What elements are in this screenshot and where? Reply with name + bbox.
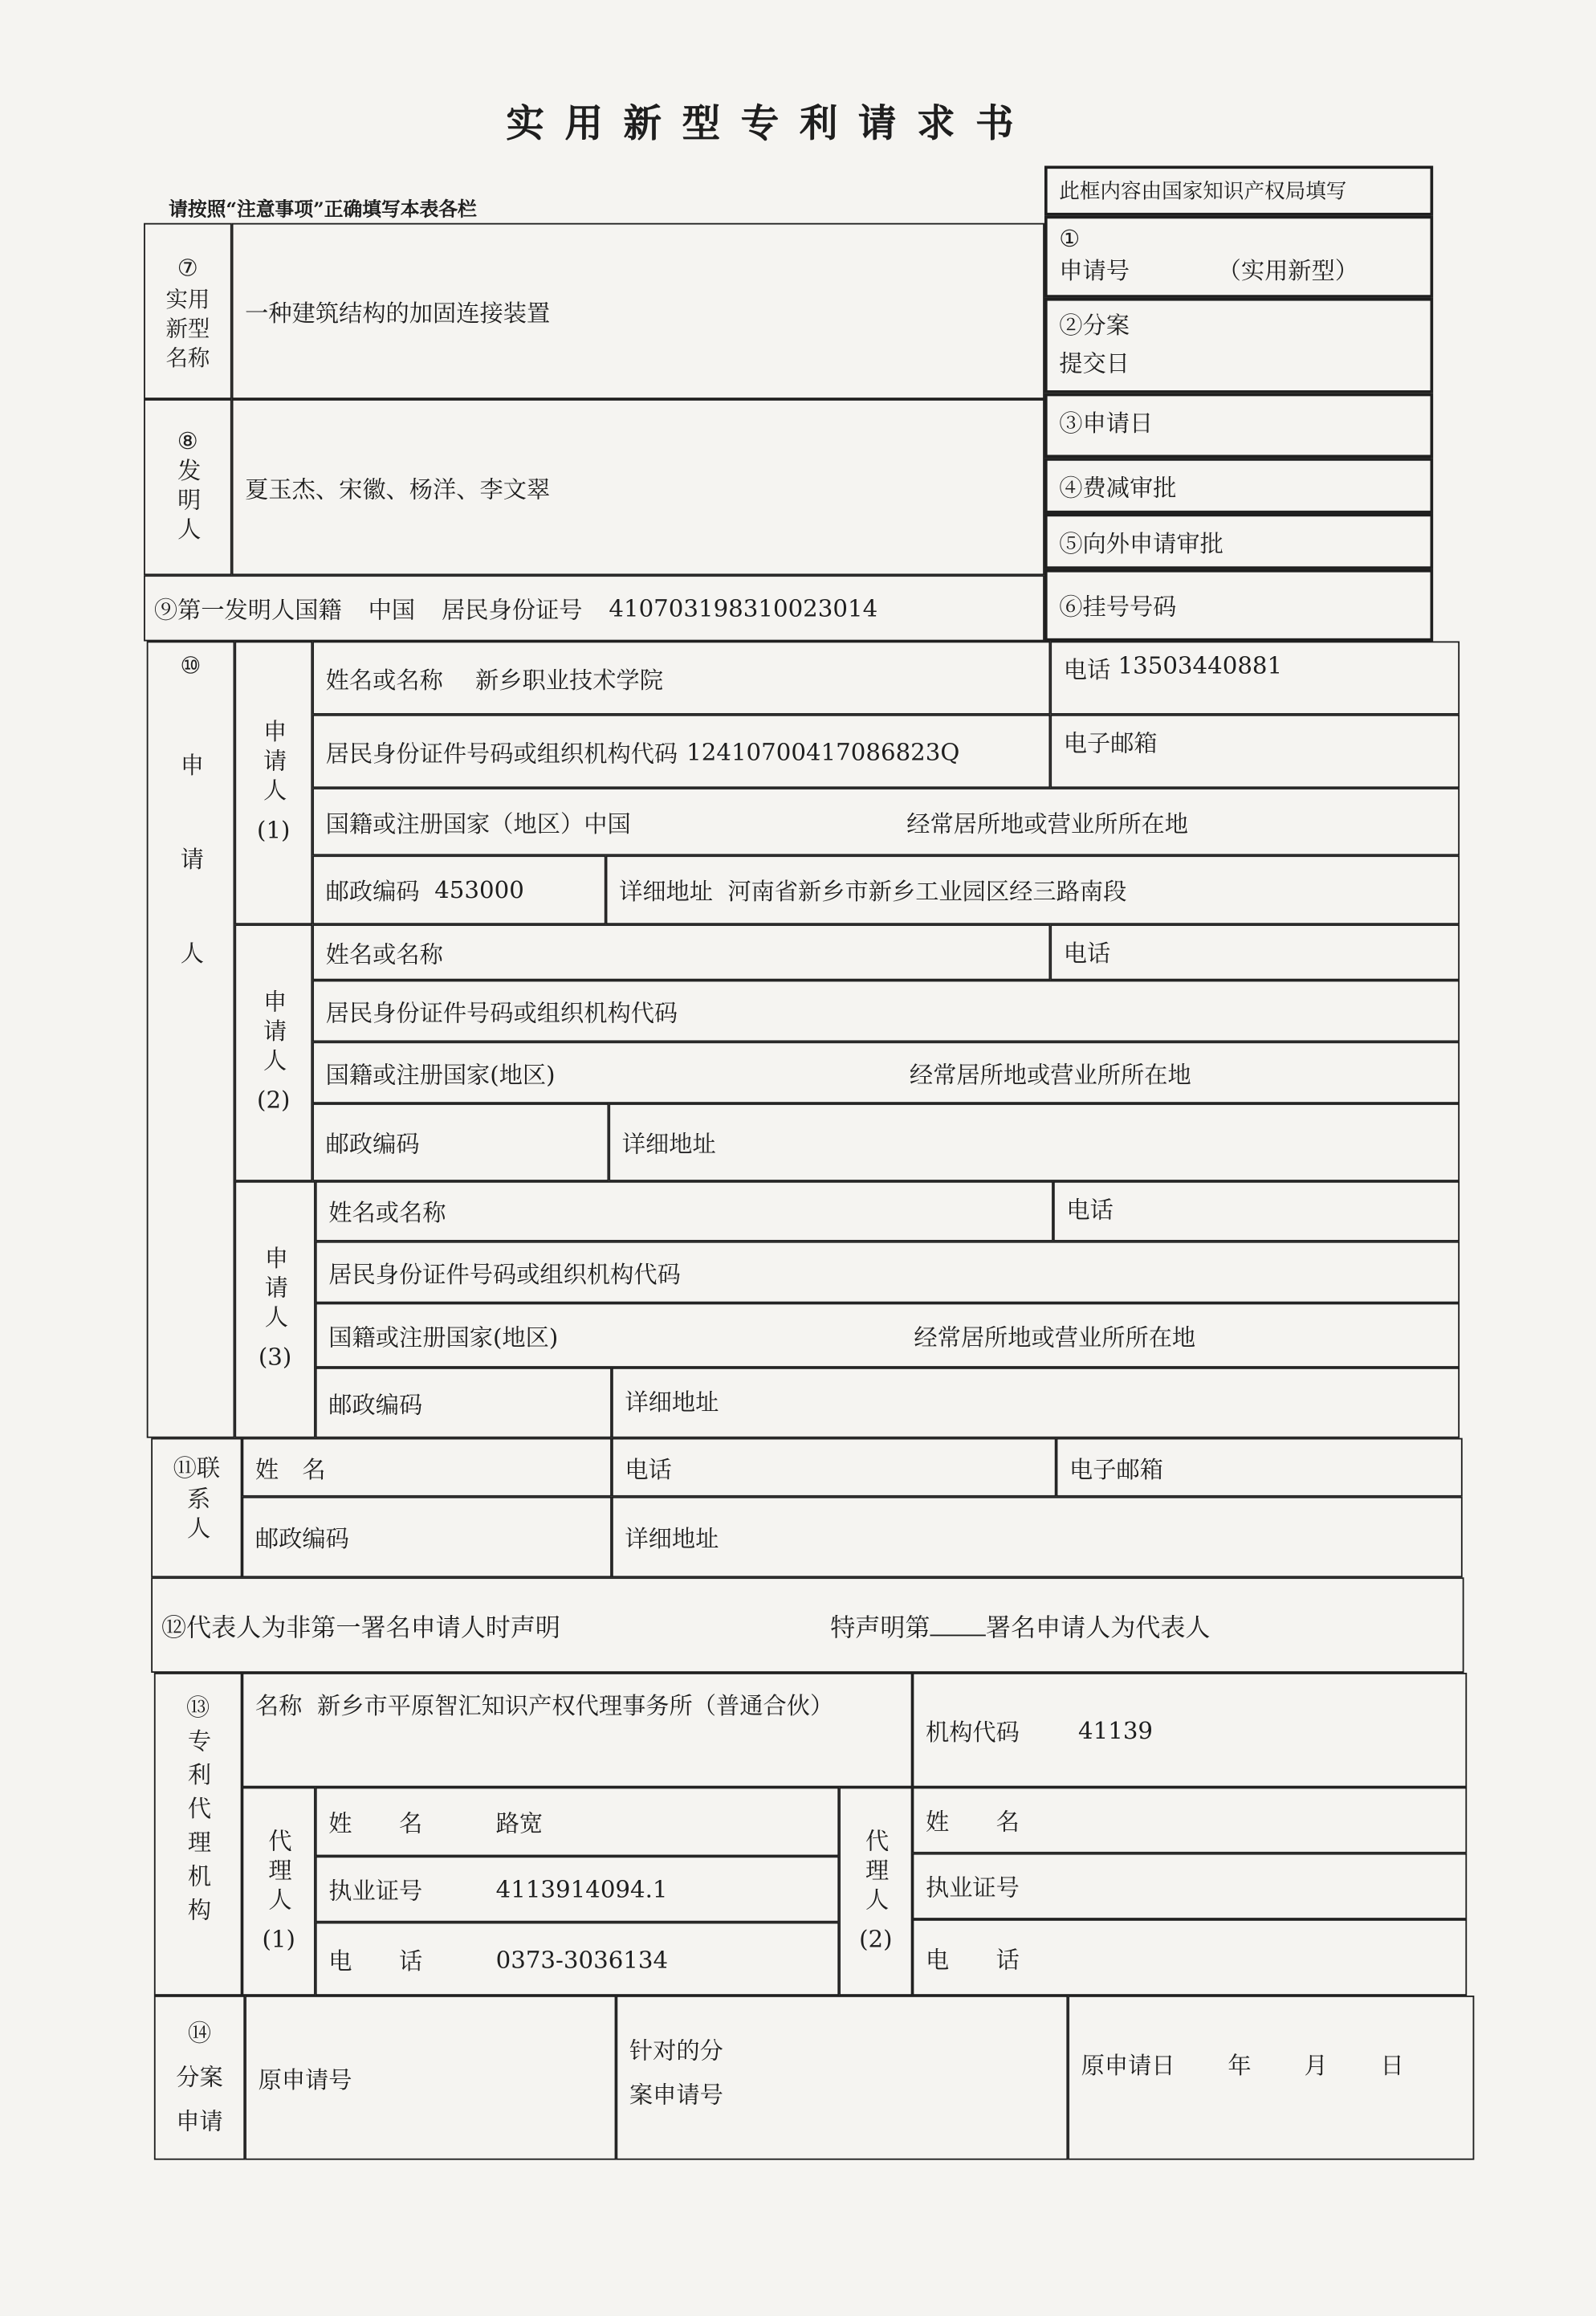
country-label: 国籍或注册国家(地区) xyxy=(325,1060,556,1088)
original-filing-date[interactable] xyxy=(1068,1996,1474,2160)
applicant-2-id[interactable]: 居民身份证件号码或组织机构代码 xyxy=(312,981,1460,1042)
agency-code-value: 41139 xyxy=(1078,1715,1154,1744)
label-text: 申请人 xyxy=(259,719,288,807)
applicant-1-id[interactable] xyxy=(312,715,1050,788)
utility-name-label xyxy=(144,223,232,399)
agency-code-label: 机构代码 xyxy=(925,1717,1020,1746)
postal-label: 邮政编码 xyxy=(325,877,420,906)
agency-name-label: 名称 xyxy=(254,1691,303,1720)
phone-value: 0373-3036134 xyxy=(495,1944,669,1973)
office-filing-date[interactable]: ③申请日 xyxy=(1044,393,1433,458)
license-label: 执业证号 xyxy=(328,1876,423,1905)
applicant-1-postal[interactable] xyxy=(312,855,605,924)
contact-email[interactable]: 电子邮箱 xyxy=(1057,1438,1463,1497)
applicant-3-postal[interactable]: 邮政编码 xyxy=(316,1368,612,1438)
submission-date-label: 提交日 xyxy=(1059,349,1130,377)
first-inventor-label: ⑨第一发明人国籍 xyxy=(153,595,342,624)
declaration-text: ⑫代表人为非第一署名申请人时声明 xyxy=(161,1613,560,1644)
agent-1-phone[interactable] xyxy=(316,1923,839,1996)
label-text: 联 xyxy=(196,1454,221,1482)
agent-1-label xyxy=(242,1788,315,1996)
office-registered-number[interactable]: ⑥挂号号码 xyxy=(1044,569,1433,642)
office-application-number[interactable] xyxy=(1044,216,1433,298)
agency-code[interactable] xyxy=(913,1673,1468,1788)
applicant-2-name[interactable]: 姓名或名称 xyxy=(312,924,1050,980)
contact-label xyxy=(151,1438,242,1578)
phone-value: 13503440881 xyxy=(1118,651,1283,679)
field-number: ⑩ xyxy=(180,651,202,679)
date-label: 原申请日 xyxy=(1081,2051,1175,2080)
agent-2-name[interactable]: 姓 名 xyxy=(913,1788,1468,1853)
applicant-3-name[interactable]: 姓名或名称 xyxy=(316,1181,1053,1242)
field-number: ⑬ xyxy=(186,1693,210,1722)
divisional-label xyxy=(154,1996,245,2160)
declaration-suffix: 署名申请人为代表人 xyxy=(985,1613,1211,1644)
applicant-1-address[interactable] xyxy=(606,855,1460,924)
country-label: 国籍或注册国家（地区） xyxy=(325,809,584,838)
representative-number-blank[interactable] xyxy=(930,1635,985,1637)
office-fee-reduction[interactable]: ④费减审批 xyxy=(1044,458,1433,513)
applicant-2-country[interactable] xyxy=(312,1042,1460,1103)
month-label: 月 xyxy=(1304,2051,1328,2080)
agency-label xyxy=(154,1673,242,1996)
divisional-label: ②分案 xyxy=(1059,311,1130,340)
label-text: 申请人 xyxy=(261,1246,289,1334)
label-text: 代理人 xyxy=(861,1827,890,1916)
office-foreign-filing[interactable]: ⑤向外申请审批 xyxy=(1044,514,1433,569)
utility-name-field[interactable]: 一种建筑结构的加固连接装置 xyxy=(232,223,1044,399)
declaration-prefix: 特声明第 xyxy=(830,1613,930,1644)
contact-postal[interactable]: 邮政编码 xyxy=(242,1497,611,1577)
applicant-3-phone[interactable]: 电话 xyxy=(1053,1181,1460,1242)
name-value: 新乡职业技术学院 xyxy=(475,665,663,694)
label-text: 专利代理机构 xyxy=(184,1728,213,1931)
agent-1-license[interactable] xyxy=(316,1856,839,1922)
applicants-label xyxy=(147,641,235,1437)
applicant-2-phone[interactable]: 电话 xyxy=(1050,924,1460,980)
phone-label: 电话 xyxy=(1063,655,1111,684)
agent-index: (2) xyxy=(859,1924,893,1953)
target-divisional-number[interactable] xyxy=(616,1996,1068,2160)
address-value: 河南省新乡市新乡工业园区经三路南段 xyxy=(727,877,1127,906)
year-label: 年 xyxy=(1228,2051,1252,2080)
agency-name-value: 新乡市平原智汇知识产权代理事务所（普通合伙） xyxy=(317,1691,834,1720)
agent-index: (1) xyxy=(262,1924,295,1953)
name-label: 姓名或名称 xyxy=(325,665,443,694)
applicant-3-label xyxy=(234,1181,315,1438)
field-number: ⑪ xyxy=(173,1454,197,1482)
phone-label: 电 话 xyxy=(328,1946,423,1975)
postal-value: 453000 xyxy=(434,875,524,904)
first-inventor-row[interactable] xyxy=(144,575,1044,641)
applicant-1-label xyxy=(234,641,312,924)
day-label: 日 xyxy=(1380,2051,1404,2080)
name-value: 路宽 xyxy=(495,1808,544,1837)
residence-label: 经常居所地或营业所所在地 xyxy=(914,1323,1196,1351)
first-inventor-id-label: 居民身份证号 xyxy=(442,595,583,624)
country-label: 国籍或注册国家(地区) xyxy=(328,1323,559,1351)
applicant-1-country[interactable] xyxy=(312,788,1460,855)
applicant-index: (2) xyxy=(257,1086,291,1114)
contact-address[interactable]: 详细地址 xyxy=(612,1497,1463,1577)
country-value: 中国 xyxy=(584,809,631,838)
label-text: 系人 xyxy=(183,1486,212,1546)
applicant-2-label xyxy=(234,924,312,1181)
label-text: 申请人 xyxy=(259,989,288,1078)
label-text: 实用新型名称 xyxy=(165,285,210,371)
applicant-index: (3) xyxy=(258,1342,292,1371)
residence-label: 经常居所地或营业所所在地 xyxy=(909,1060,1191,1088)
form-title: 实用新型专利请求书 xyxy=(506,102,1035,147)
office-divisional-date[interactable] xyxy=(1044,298,1433,393)
applicant-1-name[interactable] xyxy=(312,641,1050,714)
applicant-2-address[interactable]: 详细地址 xyxy=(609,1103,1460,1181)
instruction: 请按照“注意事项”正确填写本表各栏 xyxy=(169,199,477,222)
field-number: ⑭ xyxy=(187,2019,212,2047)
application-type: （实用新型） xyxy=(1217,256,1359,285)
id-label: 居民身份证件号码或组织机构代码 xyxy=(325,738,678,767)
label-text: 分案申请 xyxy=(176,2063,223,2135)
label-text: 代理人 xyxy=(264,1827,293,1916)
representative-declaration[interactable] xyxy=(151,1577,1464,1673)
name-label: 姓 名 xyxy=(328,1808,423,1837)
agent-2-license[interactable]: 执业证号 xyxy=(913,1853,1468,1919)
agent-1-name[interactable] xyxy=(316,1788,839,1857)
agency-name[interactable] xyxy=(242,1673,912,1788)
address-label: 详细地址 xyxy=(619,877,714,906)
application-number-label: 申请号 xyxy=(1059,256,1130,285)
applicant-3-id[interactable]: 居民身份证件号码或组织机构代码 xyxy=(316,1242,1460,1303)
applicant-1-phone[interactable] xyxy=(1050,641,1460,714)
applicant-1-email[interactable]: 电子邮箱 xyxy=(1050,715,1460,788)
field-number: ① xyxy=(1059,224,1081,253)
first-inventor-id: 410703198310023014 xyxy=(609,594,878,622)
applicant-3-address[interactable]: 详细地址 xyxy=(612,1368,1460,1438)
original-application-number[interactable]: 原申请号 xyxy=(245,1996,616,2160)
first-inventor-nationality: 中国 xyxy=(368,595,416,624)
agent-2-label xyxy=(839,1788,912,1996)
field-number: ⑦ xyxy=(177,253,198,281)
applicant-index: (1) xyxy=(257,815,291,844)
label-text: 发明人 xyxy=(173,457,202,545)
agent-2-phone[interactable]: 电 话 xyxy=(913,1919,1468,1996)
office-box-header: 此框内容由国家知识产权局填写 xyxy=(1044,165,1433,215)
inventors-field[interactable]: 夏玉杰、宋徽、杨洋、李文翠 xyxy=(232,399,1044,575)
applicant-2-postal[interactable]: 邮政编码 xyxy=(312,1103,609,1181)
field-number: ⑧ xyxy=(177,426,198,455)
inventors-label xyxy=(144,399,232,575)
target-label: 案申请号 xyxy=(629,2080,723,2109)
applicant-3-country[interactable] xyxy=(316,1303,1460,1368)
contact-phone[interactable]: 电话 xyxy=(612,1438,1057,1497)
target-label: 针对的分 xyxy=(629,2037,723,2065)
label-text: 申请人 xyxy=(177,752,205,1035)
id-value: 12410700417086823Q xyxy=(686,737,960,765)
contact-name[interactable]: 姓 名 xyxy=(242,1438,611,1497)
license-value: 4113914094.1 xyxy=(495,1875,668,1903)
residence-label: 经常居所地或营业所所在地 xyxy=(906,809,1189,838)
